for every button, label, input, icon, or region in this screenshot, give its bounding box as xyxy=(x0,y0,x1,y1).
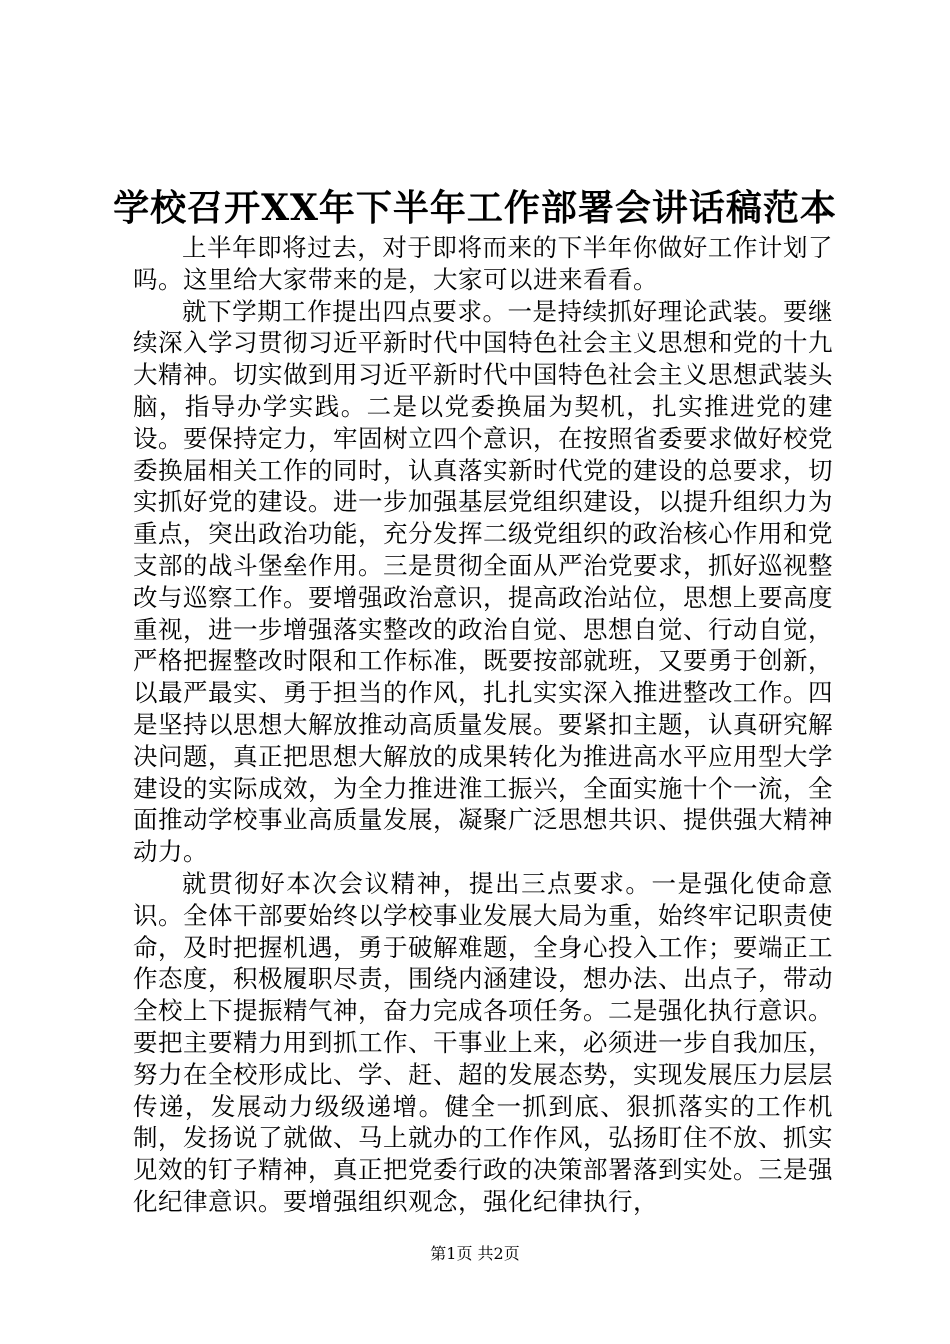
paragraph-intro: 上半年即将过去，对于即将而来的下半年你做好工作计划了吗。这里给大家带来的是，大家可以进来看看。 xyxy=(133,233,833,294)
paragraph-four-requirements: 就下学期工作提出四点要求。一是持续抓好理论武装。要继续深入学习贯彻习近平新时代中国特色社会主义思想和党的十九大精神。切实做到用习近平新时代中国特色社会主义思想武装头脑，指导办学实践。二是以党委换届为契机，扎实推进党的建设。要保持定力，牢固树立四个意识，在按照省委要求做好校党委换届相关工作的同时，认真落实新时代党的建设的总要求，切实抓好党的建设。进一步加强基层党组织建设，以提升组织力为重点，突出政治功能，充分发挥二级党组织的政治核心作用和党支部的战斗堡垒作用。三是贯彻全面从严治党要求，抓好巡视整改与巡察工作。要增强政治意识，提高政治站位，思想上要高度重视，进一步增强落实整改的政治自觉、思想自觉、行动自觉，严格把握整改时限和工作标准，既要按部就班，又要勇于创新，以最严最实、勇于担当的作风，扎扎实实深入推进整改工作。四是坚持以思想大解放推动高质量发展。要紧扣主题，认真研究解决问题，真正把思想大解放的成果转化为推进高水平应用型大学建设的实际成效，为全力推进淮工振兴，全面实施十个一流，全面推动学校事业高质量发展，凝聚广泛思想共识、提供强大精神动力。 xyxy=(133,296,833,867)
paragraph-three-requirements: 就贯彻好本次会议精神，提出三点要求。一是强化使命意识。全体干部要始终以学校事业发展大局为重，始终牢记职责使命，及时把握机遇，勇于破解难题，全身心投入工作；要端正工作态度，积极履职尽责，围绕内涵建设，想办法、出点子，带动全校上下提振精气神，奋力完成各项任务。二是强化执行意识。要把主要精力用到抓工作、干事业上来，必须进一步自我加压，努力在全校形成比、学、赶、超的发展态势，实现发展压力层层传递，发展动力级级递增。健全一抓到底、狠抓落实的工作机制，发扬说了就做、马上就办的工作作风，弘扬盯住不放、抓实见效的钉子精神，真正把党委行政的决策部署落到实处。三是强化纪律意识。要增强组织观念，强化纪律执行， xyxy=(133,868,833,1216)
document-body xyxy=(133,232,833,1218)
document-title: 学校召开XX年下半年工作部署会讲话稿范本 xyxy=(113,187,837,229)
page-number-footer: 第1页 共2页 xyxy=(430,1244,520,1263)
